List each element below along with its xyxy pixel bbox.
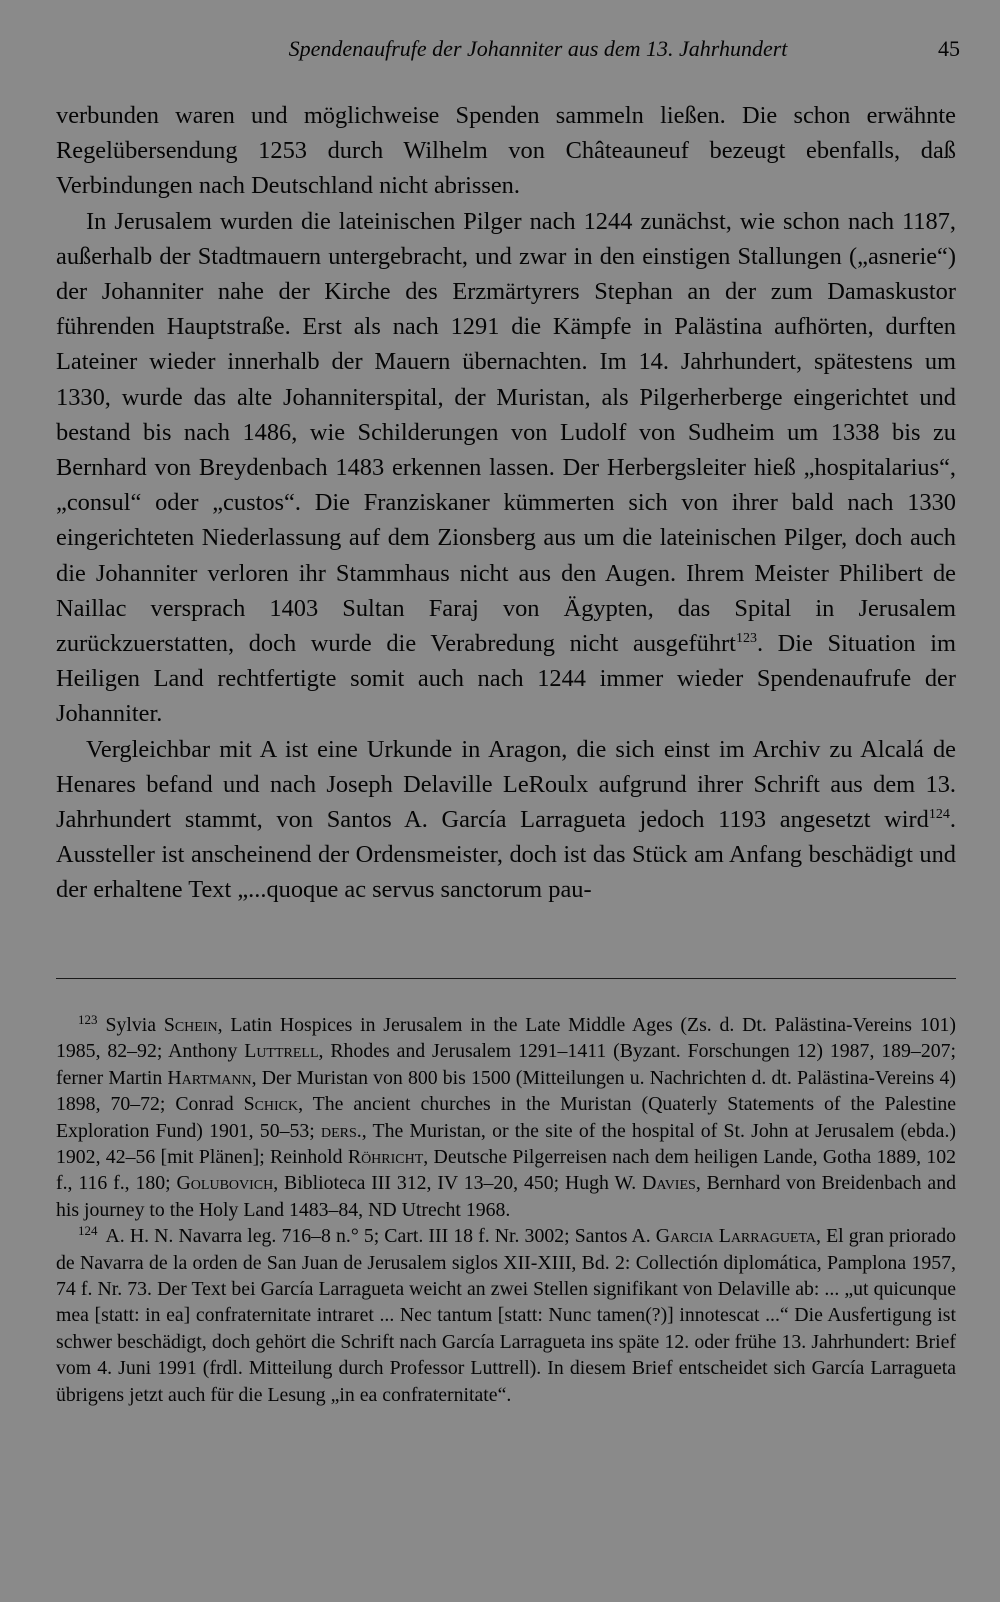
footnote-marker: 123 [78, 1012, 98, 1027]
author-name: Luttrell [244, 1040, 319, 1063]
author-name: Schick [243, 1093, 299, 1116]
author-name: Garcia Larragueta [655, 1225, 817, 1248]
author-name: Schein [163, 1014, 218, 1036]
paragraph-3-text-end: . Aussteller ist anscheinend der Ordensmeister, doch ist das Stück am Anfang beschädigt und der erhaltene Text „...quoque ac servus sanctorum pau- [56, 806, 956, 904]
footnote-text: , Rhodes and Jerusalem 1291–1411 (Byzant. Forschungen 12) 1987, 189–207; ferner Martin [56, 1040, 956, 1089]
page-header [56, 30, 960, 70]
paragraph-1: verbunden waren und möglichweise Spenden sammeln ließen. Die schon erwähnte Regelübersendung 1253 durch Wilhelm von Châteauneuf bezeugt ebenfalls, daß Verbindungen nach Deutschland nicht abrissen. [56, 102, 956, 200]
footnote-marker: 124 [78, 1223, 98, 1239]
author-name: Röhricht [347, 1146, 424, 1169]
footnote-text: , The ancient churches in the Muristan (Quaterly Statements of the Palestine Exploration Fund) 1901, 50–53; [56, 1093, 956, 1142]
footnote-text: , Bernhard von Breidenbach and his journey to the Holy Land 1483–84, ND Utrecht 1968. [56, 1172, 956, 1221]
footnote-divider [56, 978, 956, 979]
footnote-text: Sylvia [105, 1014, 164, 1036]
footnotes [56, 1012, 956, 1408]
author-name: ders [320, 1119, 357, 1142]
footnote-123 [56, 1012, 956, 1223]
page-number: 45 [938, 36, 960, 61]
footnote-text: , Biblioteca III 312, IV 13–20, 450; Hugh W. [273, 1172, 643, 1195]
footnote-text: , Deutsche Pilgerreisen nach dem heiligen Lande, Gotha 1889, 102 f., 116 f., 180; [56, 1146, 957, 1195]
paragraph-2 [56, 204, 956, 732]
footnote-text: ., The Muristan, or the site of the hospital of St. John at Jerusalem (ebda.) 1902, 42–56 [mit Plänen]; Reinhold [56, 1119, 956, 1169]
footnote-text: , Latin Hospices in Jerusalem in the Late Middle Ages (Zs. d. Dt. Palästina-Vereins 101) 1985, 82–92; Anthony [56, 1014, 956, 1063]
paragraph-3-text: Vergleichbar mit A ist eine Urkunde in Aragon, die sich einst im Archiv zu Alcalá de Henares befand und nach Joseph Delaville LeRoulx aufgrund ihrer Schrift aus dem 13. Jahrhundert stammt, von Santos A. García Larragueta jedoch 1193 angesetzt wird [56, 735, 956, 834]
footnote-text: , El gran priorado de Navarra de la orden de San Juan de Jerusalem siglos XII-XIII, Bd. 2: Collectión diplomática, Pamplona 1957, 74 f. Nr. 73. Der Text bei García Larragueta weicht an zwei Stellen signifikant von Delaville ab: ... „ut quicunque mea [statt: in ea] confraternitate intraret ... Nec tantum [statt: Nunc tamen(?)] innotescat ...“ Die Ausfertigung ist schwer beschädigt, doch gehört die Schrift nach García Larragueta ins späte 12. oder frühe 13. Jahrhundert: Brief vom 4. Juni 1991 (frdl. Mitteilung durch Professor Luttrell). In diesem Brief entscheidet sich García Larragueta übrigens jetzt auch für die Lesung „in ea confraternitate“. [56, 1225, 956, 1406]
paragraph-3 [56, 732, 956, 908]
footnote-124 [56, 1223, 956, 1408]
footnote-ref-123: 123 [735, 631, 757, 647]
author-name: Golubovich [176, 1172, 274, 1195]
author-name: Davies [642, 1172, 696, 1195]
footnote-text: , Der Muristan von 800 bis 1500 (Mitteilungen u. Nachrichten d. dt. Palästina-Vereins 4) 1898, 70–72; Conrad [56, 1066, 956, 1116]
main-text [56, 98, 956, 908]
footnote-ref-124: 124 [928, 807, 950, 823]
paragraph-2-text-end: . Die Situation im Heiligen Land rechtfertigte somit auch nach 1244 immer wieder Spendenaufrufe der Johanniter. [56, 630, 956, 728]
footnote-text: A. H. N. Navarra leg. 716–8 n.° 5; Cart. III 18 f. Nr. 3002; Santos A. [105, 1225, 656, 1248]
paragraph-2-text: In Jerusalem wurden die lateinischen Pilger nach 1244 zunächst, wie schon nach 1187, außerhalb der Stadtmauern untergebracht, und zwar in den einstigen Stallungen („asnerie“) der Johanniter nahe der Kirche des Erzmärtyrers Stephan an der zum Damaskustor führenden Hauptstraße. Erst als nach 1291 die Kämpfe in Palästina aufhörten, durften Lateiner wieder innerhalb der Mauern übernachten. Im 14. Jahrhundert, spätestens um 1330, wurde das alte Johanniterspital, der Muristan, als Pilgerherberge eingerichtet und bestand bis nach 1486, wie Schilderungen von Ludolf von Sudheim um 1338 bis zu Bernhard von Breydenbach 1483 erkennen lassen. Der Herbergsleiter hieß „hospitalarius“, „consul“ oder „custos“. Die Franziskaner kümmerten sich von ihrer bald nach 1330 eingerichteten Niederlassung auf dem Zionsberg aus um die lateinischen Pilger, doch auch die Johanniter verloren ihr Stammhaus nicht aus den Augen. Ihrem Meister Philibert de Naillac versprach 1403 Sultan Faraj von Ägypten, das Spital in Jerusalem zurückzuerstatten, doch wurde die Verabredung nicht ausgeführt [56, 207, 956, 658]
author-name: Hartmann [167, 1066, 252, 1089]
running-title: Spendenaufrufe der Johanniter aus dem 13. Jahrhundert [288, 36, 788, 61]
